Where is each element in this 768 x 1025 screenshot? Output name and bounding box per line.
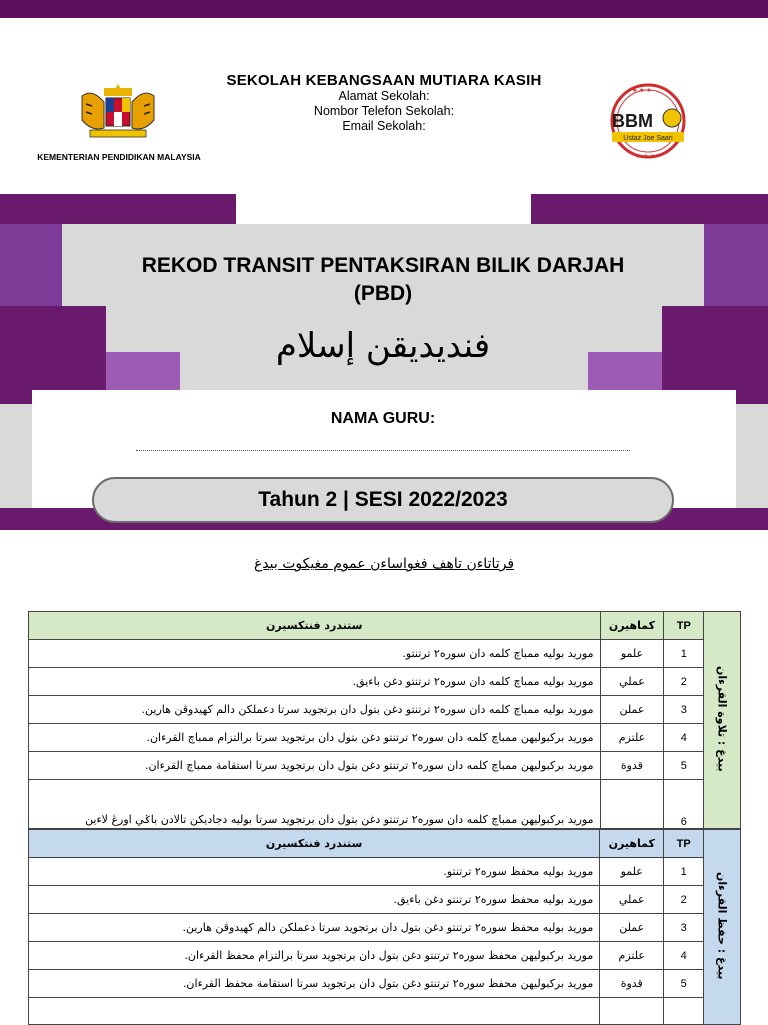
section-title-text: فرتاتاءن تاهف فغواساءن عموم مغيكوت بيدغ <box>253 556 515 572</box>
header-standard: ستندرد فنتكسيرن <box>29 830 600 858</box>
header-tp: TP <box>664 830 704 858</box>
school-name: SEKOLAH KEBANGSAAN MUTIARA KASIH <box>226 72 542 89</box>
level-text <box>600 780 664 829</box>
domain-label: بيدغ : تلاوة القرءان <box>715 665 729 772</box>
tp-value: 4 <box>664 942 704 970</box>
subject-title: فنديديقن إسلام <box>275 326 491 366</box>
top-purple-bar <box>0 0 768 18</box>
bbm-logo-text: BBM <box>612 111 653 131</box>
standard-text: موريد بركبوليهن ممباچ كلمه دان سوره٢ ترتنتو دغن بتول دان برتجويد سرتا بوليه دجاديكن تالادن باݢي اورڠ لاءين <box>29 780 601 829</box>
tp-value: 2 <box>664 668 704 696</box>
header-standard: ستندرد فنتكسيرن <box>29 612 601 640</box>
header-level: كماهيرن <box>600 612 664 640</box>
bbm-logo <box>598 82 698 160</box>
school-phone-label: Nombor Telefon Sekolah: <box>313 104 455 118</box>
level-text: قدوة <box>600 752 664 780</box>
table-row <box>29 724 741 752</box>
level-text: علمو <box>600 858 664 886</box>
table-row <box>29 696 741 724</box>
empty-cell <box>600 998 664 1025</box>
school-email-label: Email Sekolah: <box>342 119 426 133</box>
table-row <box>29 640 741 668</box>
banner-block <box>0 194 236 224</box>
ministry-label: KEMENTERIAN PENDIDIKAN MALAYSIA <box>37 152 201 162</box>
tp-value: 1 <box>664 858 704 886</box>
page-title <box>62 252 704 308</box>
title-line-1: REKOD TRANSIT PENTAKSIRAN BILIK DARJAH <box>141 254 625 277</box>
table-row <box>29 858 741 886</box>
title-line-2: (PBD) <box>353 282 413 305</box>
banner-block <box>736 404 768 508</box>
banner-block <box>704 224 768 306</box>
teacher-name-line <box>136 450 630 451</box>
standard-text: موريد بركبوليهن محفظ سوره٢ ترتنتو دغن بتول دان برتجويد سرتا برالتزام محفظ القرءان. <box>29 942 600 970</box>
table-row <box>29 668 741 696</box>
domain-label-cell <box>704 830 741 1025</box>
table-row <box>29 780 741 829</box>
standard-text: موريد بوليه محفظ سوره٢ ترتنتو دغن بتول دان برتجويد سرتا دعملكن دالم كهيدوڤن هارين. <box>29 914 600 942</box>
table-row <box>29 970 741 998</box>
school-address-label: Alamat Sekolah: <box>338 89 430 103</box>
table-header-row <box>29 830 741 858</box>
level-text: عملي <box>600 886 664 914</box>
teacher-name-label: NAMA GURU: <box>330 410 436 427</box>
level-text: قدوة <box>600 970 664 998</box>
section-title <box>0 556 768 572</box>
table-row <box>29 998 741 1025</box>
banner-block <box>531 194 768 224</box>
standard-text: موريد بوليه ممباچ كلمه دان سوره٢ ترتنتو دغن باءيق. <box>29 668 601 696</box>
tp-value: 4 <box>664 724 704 752</box>
assessment-table-hifz <box>28 829 741 1025</box>
level-text: عملن <box>600 914 664 942</box>
level-text: عملن <box>600 696 664 724</box>
table-row <box>29 886 741 914</box>
table-row <box>29 942 741 970</box>
level-text: علتزم <box>600 942 664 970</box>
banner-block <box>0 404 32 508</box>
bbm-logo-subtext: Ustaz Joe Saari <box>623 135 673 142</box>
level-text: علمو <box>600 640 664 668</box>
table-row <box>29 752 741 780</box>
svg-text:★ ★ ★: ★ ★ ★ <box>632 88 652 94</box>
tp-value: 3 <box>664 914 704 942</box>
standard-text: موريد بركبوليهن محفظ سوره٢ ترتنتو دغن بتول دان برتجويد سرتا استقامة محفظ القرءان. <box>29 970 600 998</box>
header-tp: TP <box>664 612 704 640</box>
standard-text: موريد بوليه ممباچ كلمه دان سوره٢ ترتنتو دغن بتول دان برتجويد سرتا دعملكن دالم كهيدوڤن هارين. <box>29 696 601 724</box>
assessment-table-tilawah <box>28 611 741 829</box>
standard-text: موريد بركبوليهن ممباچ كلمه دان سوره٢ ترتنتو دغن بتول دان برتجويد سرتا استقامة ممباچ القرءان. <box>29 752 601 780</box>
header-level: كماهيرن <box>600 830 664 858</box>
tp-value: 6 <box>664 780 704 829</box>
tp-value: 2 <box>664 886 704 914</box>
tp-value: 3 <box>664 696 704 724</box>
empty-cell <box>29 998 600 1025</box>
banner-block <box>0 224 62 306</box>
standard-text: موريد بركبوليهن ممباچ كلمه دان سوره٢ ترتنتو دغن بتول دان برتجويد سرتا برالتزام ممباچ القرءان. <box>29 724 601 752</box>
tp-value: 5 <box>664 752 704 780</box>
table-row <box>29 914 741 942</box>
empty-cell <box>664 998 704 1025</box>
tp-value: 1 <box>664 640 704 668</box>
domain-label: بيدغ : حفظ القرءان <box>715 871 729 980</box>
level-text: عملي <box>600 668 664 696</box>
standard-text: موريد بوليه محفظ سوره٢ ترتنتو. <box>29 858 600 886</box>
session-pill: Tahun 2 | SESI 2022/2023 <box>92 477 674 523</box>
table-header-row <box>29 612 741 640</box>
tp-value: 5 <box>664 970 704 998</box>
standard-text: موريد بوليه محفظ سوره٢ ترتنتو دغن باءيق. <box>29 886 600 914</box>
svg-text:★ ★ ★: ★ ★ ★ <box>636 154 656 160</box>
domain-label-cell <box>704 612 741 829</box>
standard-text: موريد بوليه ممباچ كلمه دان سوره٢ ترتنتو. <box>29 640 601 668</box>
level-text: علتزم <box>600 724 664 752</box>
